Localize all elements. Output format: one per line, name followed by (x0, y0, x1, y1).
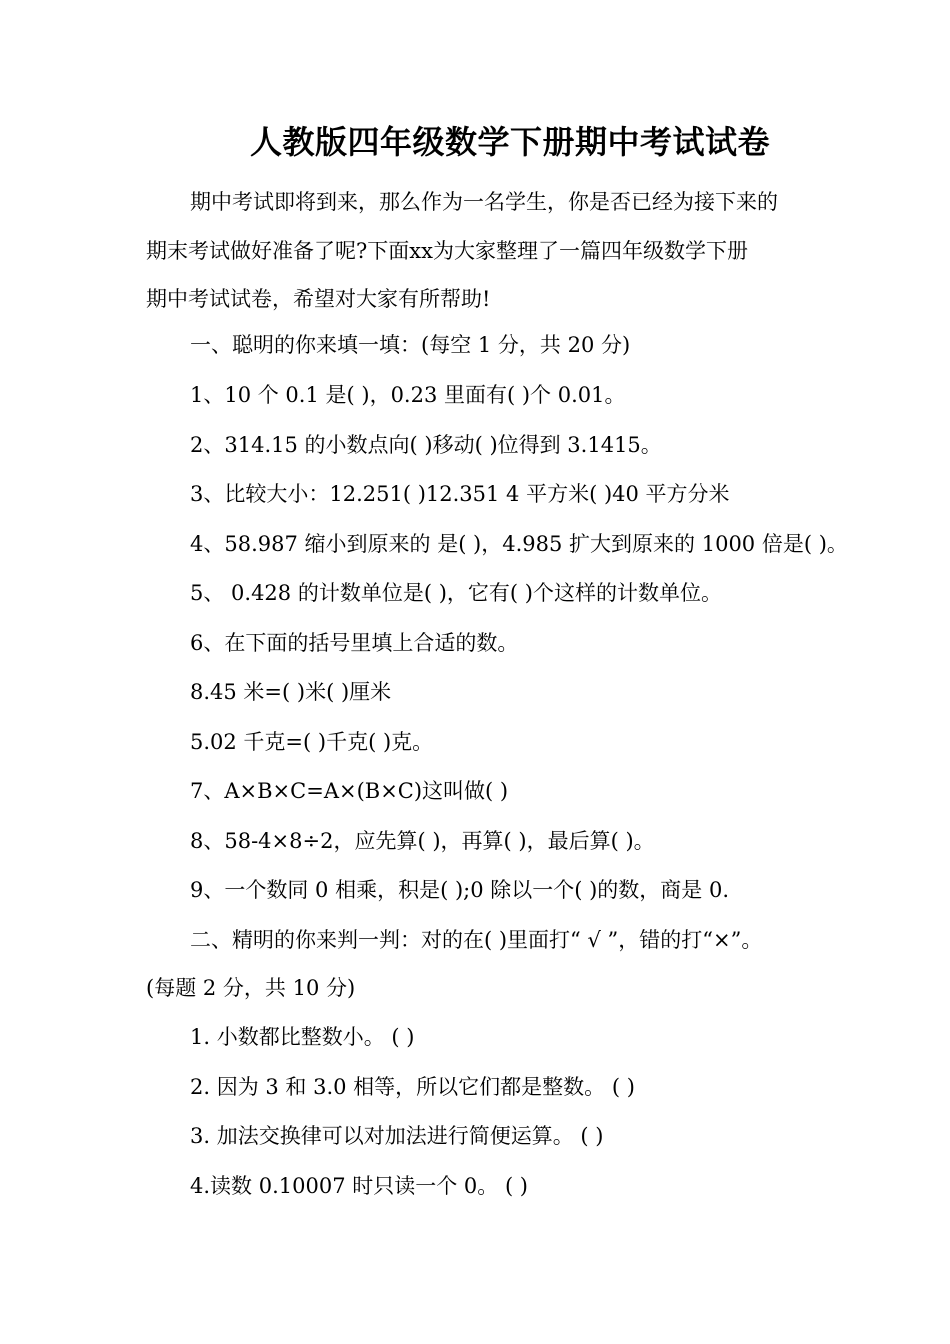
section1-heading: 一、聪明的你来填一填：(每空 1 分，共 20 分) (190, 333, 631, 357)
intro-line-1: 期中考试即将到来，那么作为一名学生，你是否已经为接下来的 (190, 190, 778, 214)
judge-item: 2. 因为 3 和 3.0 相等，所以它们都是整数。 ( ) (190, 1075, 635, 1099)
judge-item: 4.读数 0.10007 时只读一个 0。 ( ) (190, 1174, 528, 1198)
judge-item: 1. 小数都比整数小。 ( ) (190, 1025, 415, 1049)
question-item: 1、10 个 0.1 是( )，0.23 里面有( )个 0.01。 (190, 383, 626, 407)
judge-item: 3. 加法交换律可以对加法进行简便运算。 ( ) (190, 1124, 604, 1148)
section2-heading: 二、精明的你来判一判：对的在( )里面打“ √ ”，错的打“×”。 (190, 928, 763, 952)
document-title: 人教版四年级数学下册期中考试试卷 (249, 123, 770, 161)
question-item: 5.02 千克=( )千克( )克。 (190, 730, 434, 754)
question-item: 3、比较大小：12.251( )12.351 4 平方米( )40 平方分米 (190, 482, 730, 506)
question-item: 8、58-4×8÷2，应先算( )，再算( )，最后算( )。 (190, 829, 655, 853)
section2-heading-cont: (每题 2 分，共 10 分) (146, 976, 356, 1000)
question-item: 9、一个数同 0 相乘，积是( );0 除以一个( )的数，商是 0. (190, 878, 730, 902)
intro-line-3: 期中考试试卷，希望对大家有所帮助! (146, 287, 491, 311)
question-item: 4、58.987 缩小到原来的 是( )，4.985 扩大到原来的 1000 倍是( )。 (190, 532, 848, 556)
question-item: 8.45 米=( )米( )厘米 (190, 680, 392, 704)
question-item: 5、 0.428 的计数单位是( )，它有( )个这样的计数单位。 (190, 581, 722, 605)
question-item: 7、A×B×C=A×(B×C)这叫做( ) (190, 779, 509, 803)
question-item: 6、在下面的括号里填上合适的数。 (190, 631, 519, 655)
intro-line-2: 期末考试做好准备了呢?下面xx为大家整理了一篇四年级数学下册 (146, 239, 748, 263)
question-item: 2、314.15 的小数点向( )移动( )位得到 3.1415。 (190, 433, 662, 457)
